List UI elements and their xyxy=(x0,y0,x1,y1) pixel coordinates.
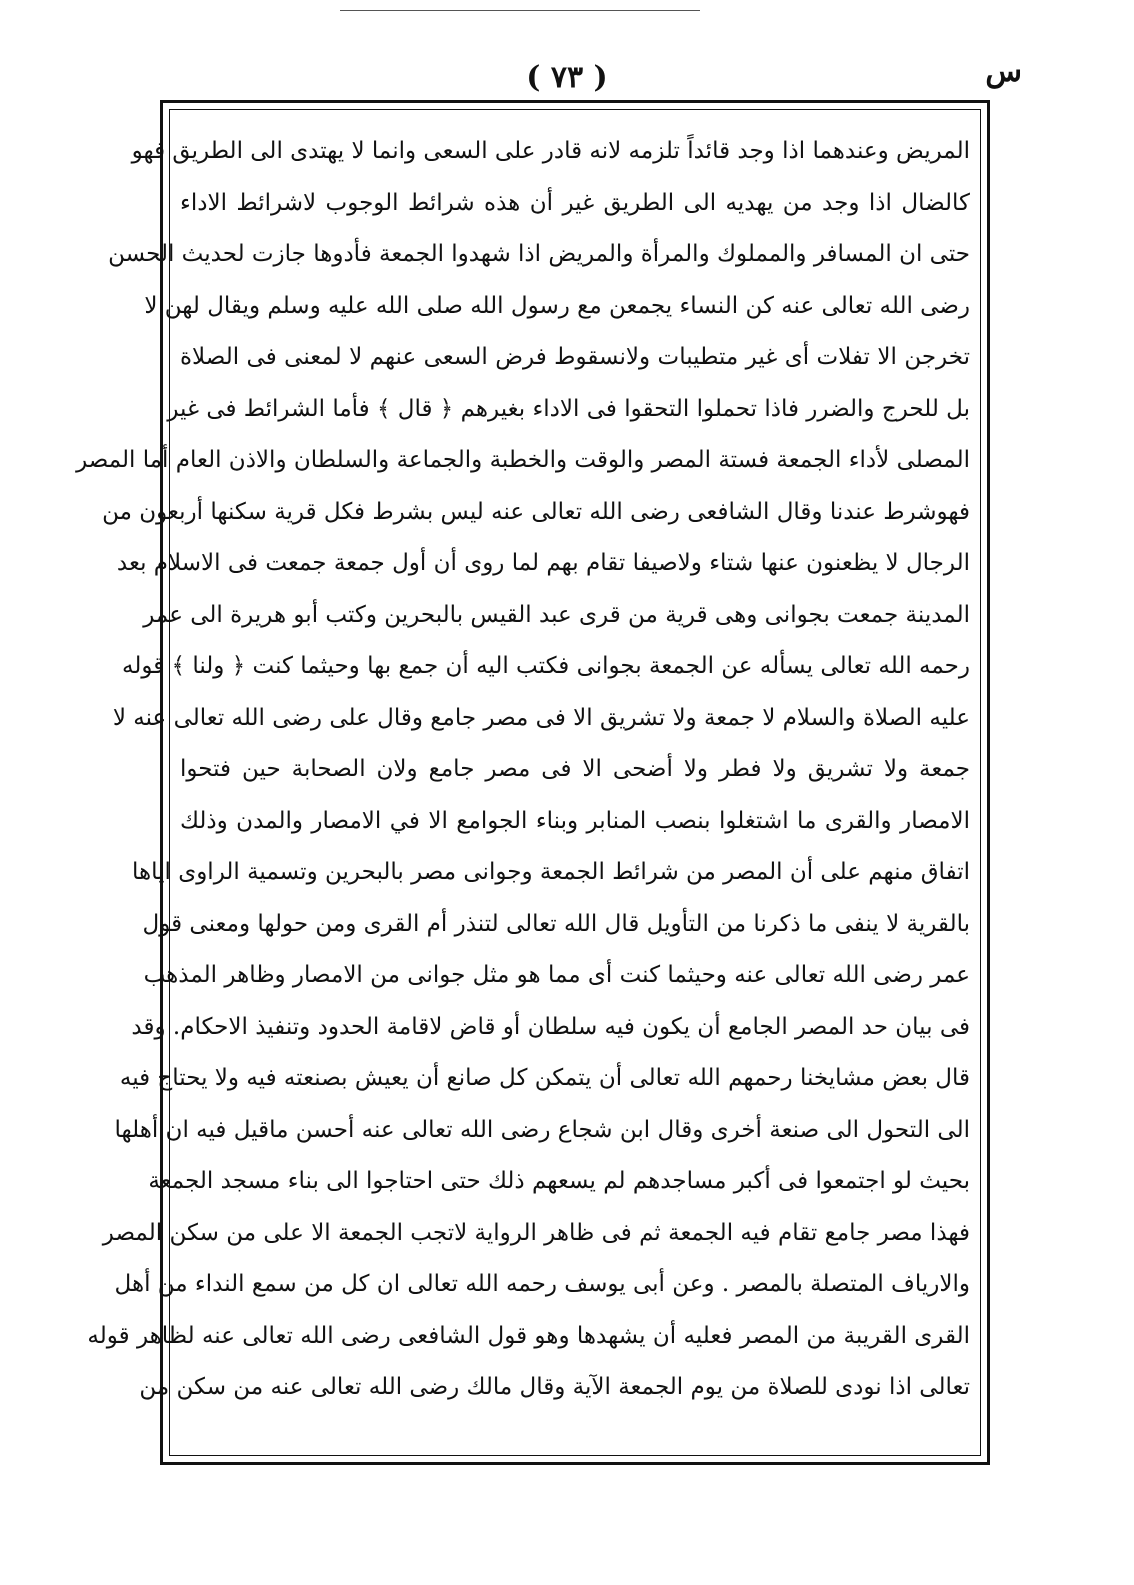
text-line-12: عليه الصلاة والسلام لا جمعة ولا تشريق الا فى مصر جامع وقال على رضى الله تعالى عنه لا xyxy=(112,704,970,731)
text-line-13: جمعة ولا تشريق ولا فطر ولا أضحى الا فى مصر جامع ولان الصحابة حين فتحوا xyxy=(180,756,970,782)
text-body xyxy=(76,126,970,1414)
text-line-2: كالضال اذا وجد من يهديه الى الطريق غير أن هذه شرائط الوجوب لاشرائط الاداء xyxy=(180,189,970,216)
text-line-10: المدينة جمعت بجوانى وهى قرية من قرى عبد القيس بالبحرين وكتب أبو هريرة الى عمر xyxy=(143,601,970,628)
text-frame xyxy=(76,109,981,1456)
text-line-22: فهذا مصر جامع تقام فيه الجمعة ثم فى ظاهر الرواية لاتجب الجمعة الا على من سكن المصر xyxy=(102,1219,970,1246)
text-line-4: رضى الله تعالى عنه كن النساء يجمعن مع رسول الله صلى الله عليه وسلم ويقال لهن لا xyxy=(144,292,970,319)
text-line-18: فى بيان حد المصر الجامع أن يكون فيه سلطان أو قاض لاقامة الحدود وتنفيذ الاحكام. وقد xyxy=(131,1013,970,1040)
text-line-16: بالقرية لا ينفى ما ذكرنا من التأويل قال الله تعالى لتنذر أم القرى ومن حولها ومعنى قول xyxy=(142,910,970,937)
text-line-8: فهوشرط عندنا وقال الشافعى رضى الله تعالى عنه ليس بشرط فكل قرية سكنها أربعون من xyxy=(102,498,970,525)
page-number: ( ٧٣ ) xyxy=(526,60,608,95)
text-line-19: قال بعض مشايخنا رحمهم الله تعالى أن يتمكن كل صانع أن يعيش بصنعته فيه ولا يحتاج فيه xyxy=(119,1065,970,1091)
text-line-1: المريض وعندهما اذا وجد قائداً تلزمه لانه قادر على السعى وانما لا يهتدى الى الطريق فهو xyxy=(131,138,970,164)
text-line-17: عمر رضى الله تعالى عنه وحيثما كنت أى مما هو مثل جوانى من الامصار وظاهر المذهب xyxy=(143,962,970,988)
text-line-15: اتفاق منهم على أن المصر من شرائط الجمعة وجوانى مصر بالبحرين وتسمية الراوى اياها xyxy=(131,859,970,885)
page-border xyxy=(76,100,990,1465)
text-line-6: بل للحرج والضرر فاذا تحملوا التحقوا فى الاداء بغيرهم ﴿ قال ﴾ فأما الشرائط فى غير xyxy=(167,395,970,422)
signature-mark: س xyxy=(985,54,1022,89)
text-line-3: حتى ان المسافر والمملوك والمرأة والمريض اذا شهدوا الجمعة فأدوها جازت لحديث الحسن xyxy=(108,241,970,267)
text-line-7: المصلى لأداء الجمعة فستة المصر والوقت والخطبة والجماعة والسلطان والاذن العام أما المصر xyxy=(76,447,970,473)
text-line-11: رحمه الله تعالى يسأله عن الجمعة بجوانى فكتب اليه أن جمع بها وحيثما كنت ﴿ ولنا ﴾ قوله xyxy=(122,653,970,679)
text-line-25: تعالى اذا نودى للصلاة من يوم الجمعة الآية وقال مالك رضى الله تعالى عنه من سكن من xyxy=(139,1374,970,1400)
text-line-21: بحيث لو اجتمعوا فى أكبر مساجدهم لم يسعهم ذلك حتى احتاجوا الى بناء مسجد الجمعة xyxy=(148,1168,970,1194)
text-line-14: الامصار والقرى ما اشتغلوا بنصب المنابر وبناء الجوامع الا في الامصار والمدن وذلك xyxy=(180,807,970,834)
text-line-23: والارياف المتصلة بالمصر . وعن أبى يوسف رحمه الله تعالى ان كل من سمع النداء من أهل xyxy=(114,1271,970,1297)
text-line-5: تخرجن الا تفلات أى غير متطيبات ولانسقوط فرض السعى عنهم لا لمعنى فى الصلاة xyxy=(180,344,970,370)
text-line-9: الرجال لا يظعنون عنها شتاء ولاصيفا تقام بهم لما روى أن أول جمعة جمعت فى الاسلام بعد xyxy=(116,550,970,576)
text-line-20: الى التحول الى صنعة أخرى وقال ابن شجاع رضى الله تعالى عنه أحسن ماقيل فيه ان أهلها xyxy=(114,1116,970,1143)
text-line-24: القرى القريبة من المصر فعليه أن يشهدها وهو قول الشافعى رضى الله تعالى عنه لظاهر قوله xyxy=(87,1322,970,1349)
top-rule xyxy=(340,10,700,11)
